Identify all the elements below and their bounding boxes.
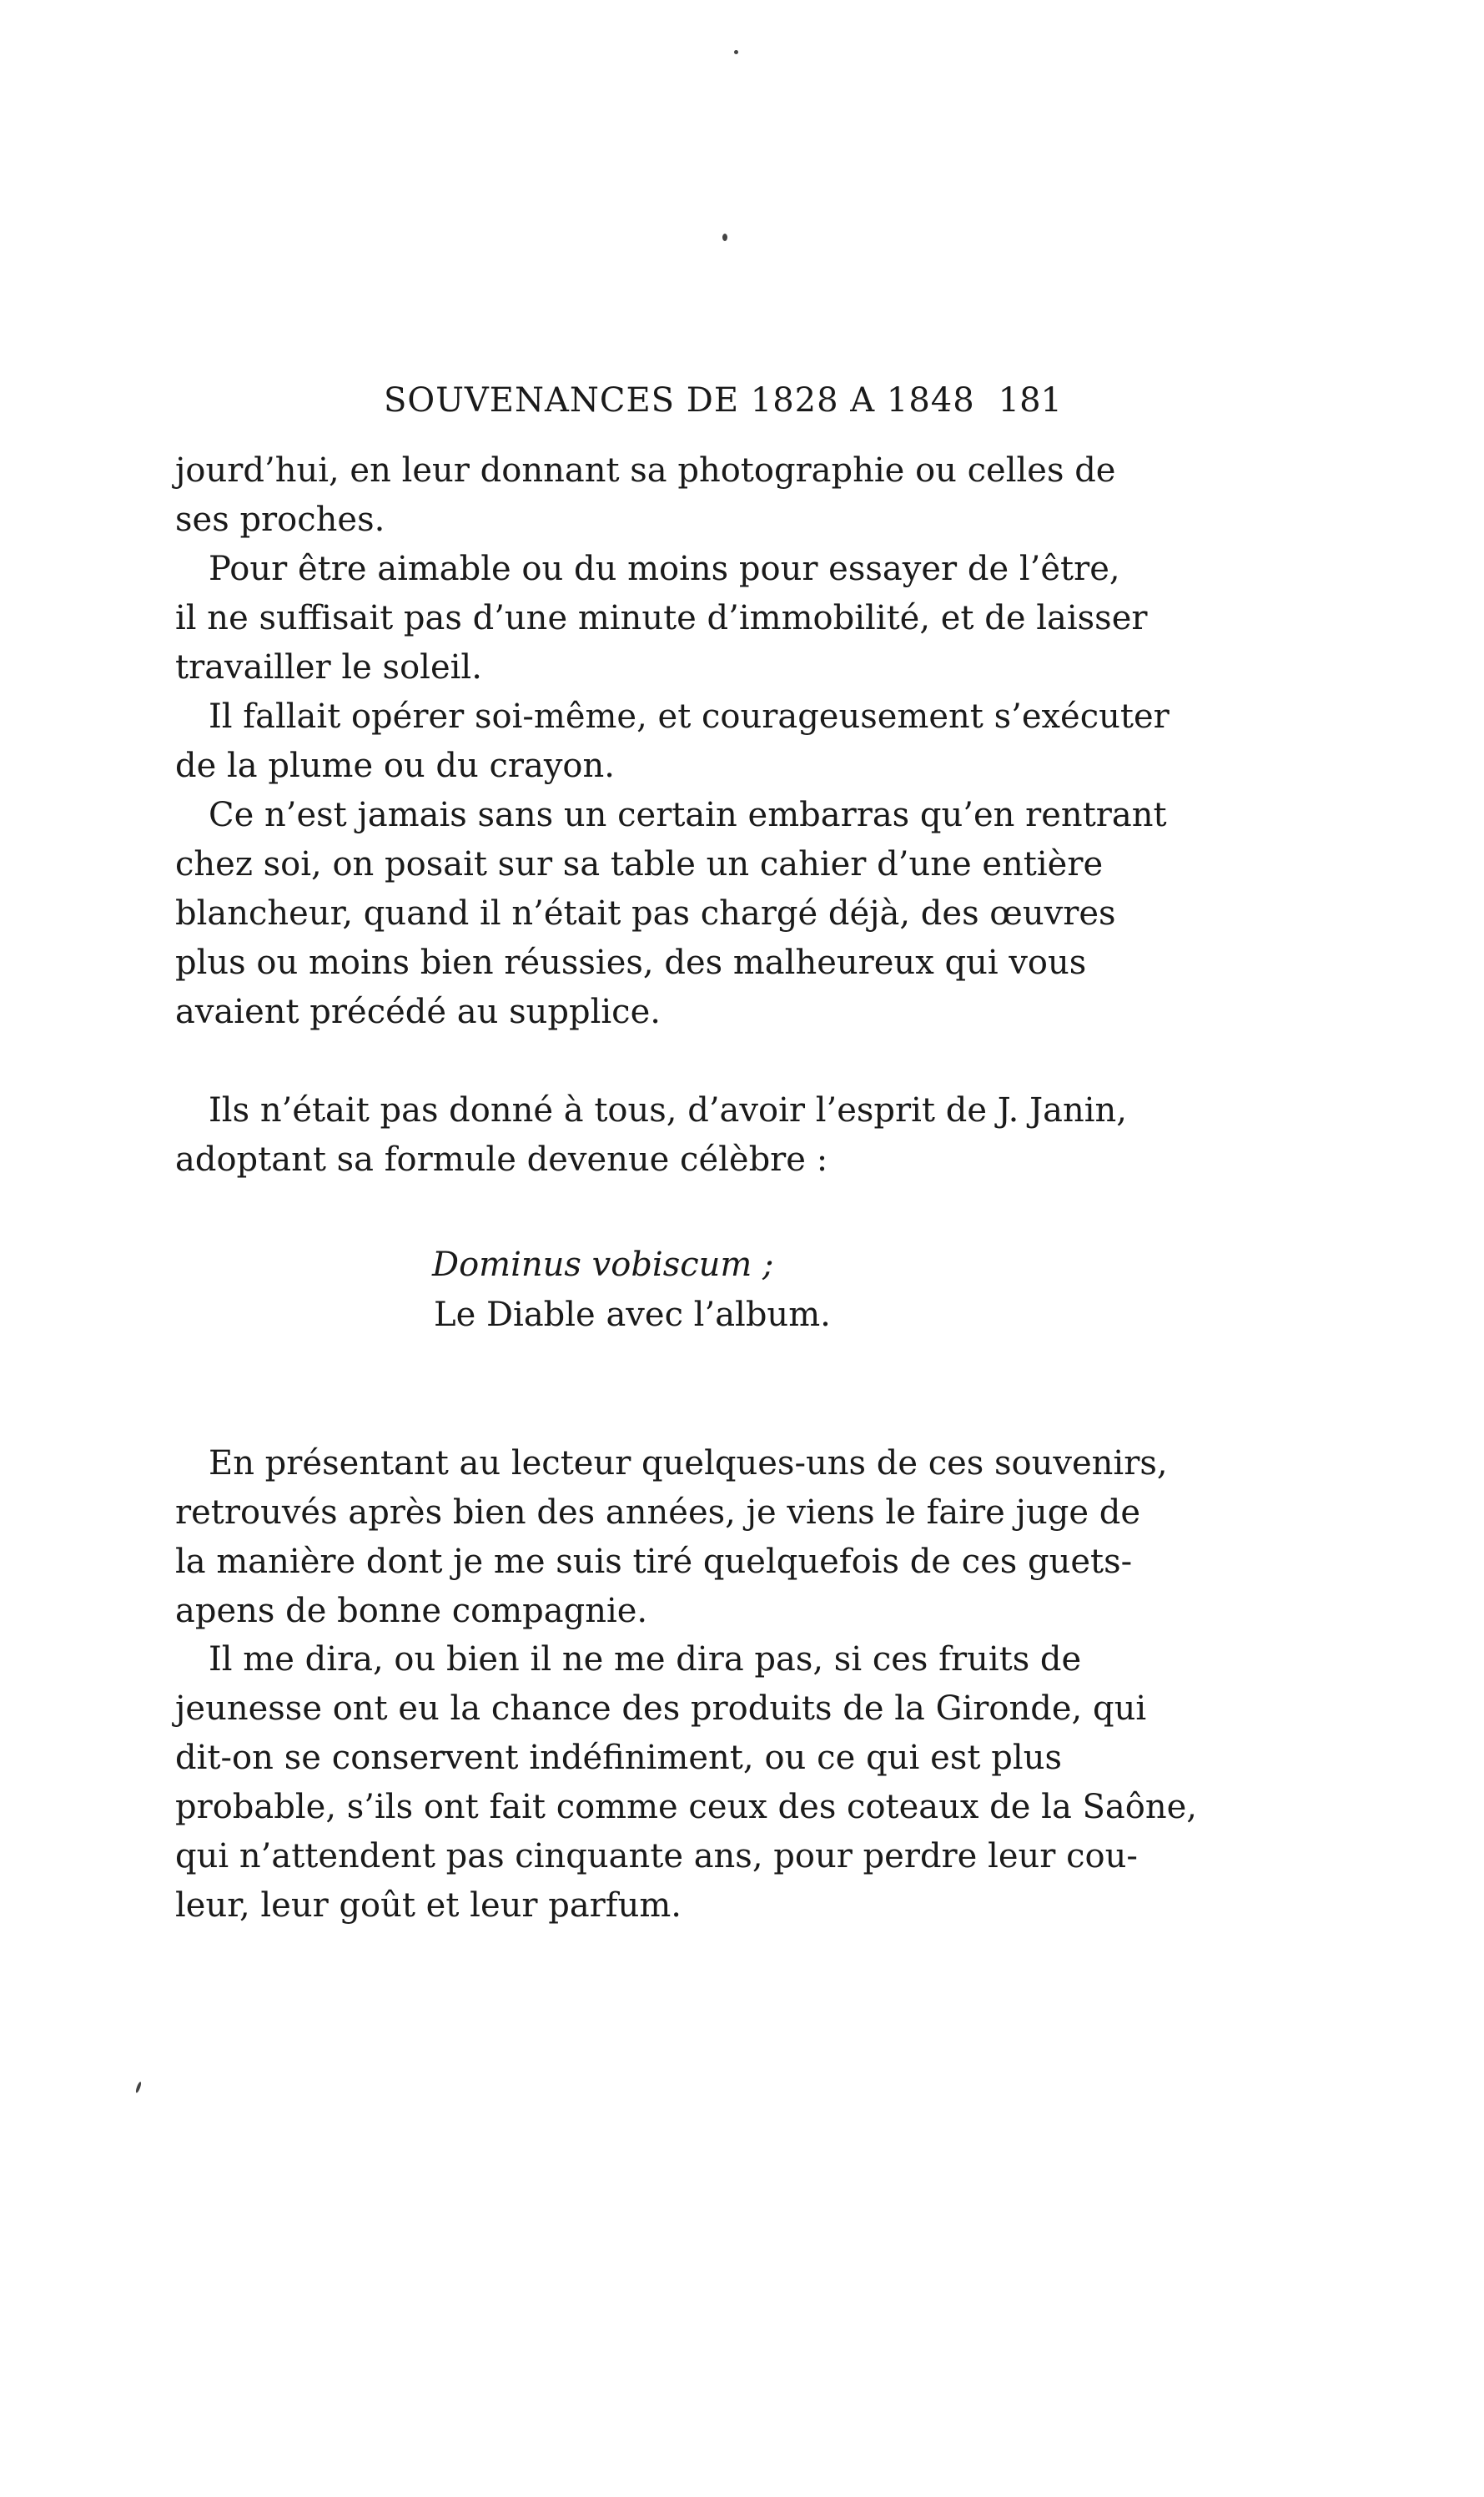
text-line: Pour être aimable ou du moins pour essayer de l’être, [209,550,1120,588]
text-line: jeunesse ont eu la chance des produits de la Gironde, qui [175,1689,1147,1728]
text-line: apens de bonne compagnie. [175,1592,648,1630]
text-line: Ce n’est jamais sans un certain embarras qu’en rentrant [209,796,1167,834]
text-line: de la plume ou du crayon. [175,747,615,785]
text-line: la manière dont je me suis tiré quelquefois de ces guets- [175,1543,1133,1581]
verse-quotation [432,1240,831,1340]
text-line: dit-on se conservent indéfiniment, ou ce qui est plus [175,1739,1062,1777]
text-line: blancheur, quand il n’était pas chargé déjà, des œuvres [175,894,1116,933]
page-header [175,375,1062,425]
text-line: jourd’hui, en leur donnant sa photographie ou celles de [175,451,1116,490]
paragraph-continuation [175,446,1116,545]
scan-speck [135,2082,143,2094]
text-line: il ne suffisait pas d’une minute d’immobilité, et de laisser [175,599,1148,637]
paragraph [175,791,1167,1037]
text-line: En présentant au lecteur quelques-uns de ces souvenirs, [209,1444,1168,1483]
text-line: qui n’attendent pas cinquante ans, pour perdre leur cou- [175,1837,1138,1875]
scan-speck [734,50,738,54]
paragraph [175,692,1170,791]
verse-line-latin: Dominus vobiscum ; [432,1246,774,1284]
text-line: adoptant sa formule devenue célèbre : [175,1140,828,1179]
paragraph [175,1635,1197,1931]
text-line: plus ou moins bien réussies, des malheureux qui vous [175,944,1087,982]
text-line: Ils n’était pas donné à tous, d’avoir l’esprit de J. Janin, [209,1091,1127,1130]
page-number: 181 [998,381,1062,420]
text-line: probable, s’ils ont fait comme ceux des coteaux de la Saône, [175,1788,1197,1826]
text-line: travailler le soleil. [175,648,482,687]
paragraph [175,545,1148,692]
text-line: avaient précédé au supplice. [175,993,661,1031]
verse-line-french: Le Diable avec l’album. [434,1296,831,1334]
paragraph [175,1439,1168,1636]
text-line: Il fallait opérer soi-même, et courageusement s’exécuter [209,697,1170,736]
scan-speck [722,234,727,241]
text-line: Il me dira, ou bien il ne me dira pas, si ces fruits de [209,1640,1082,1679]
text-line: leur, leur goût et leur parfum. [175,1886,682,1925]
text-line: retrouvés après bien des années, je viens le faire juge de [175,1493,1140,1532]
running-title: SOUVENANCES DE 1828 A 1848 [384,381,975,420]
text-line: chez soi, on posait sur sa table un cahier d’une entière [175,845,1104,884]
text-line: ses proches. [175,501,385,539]
paragraph [175,1086,1127,1185]
